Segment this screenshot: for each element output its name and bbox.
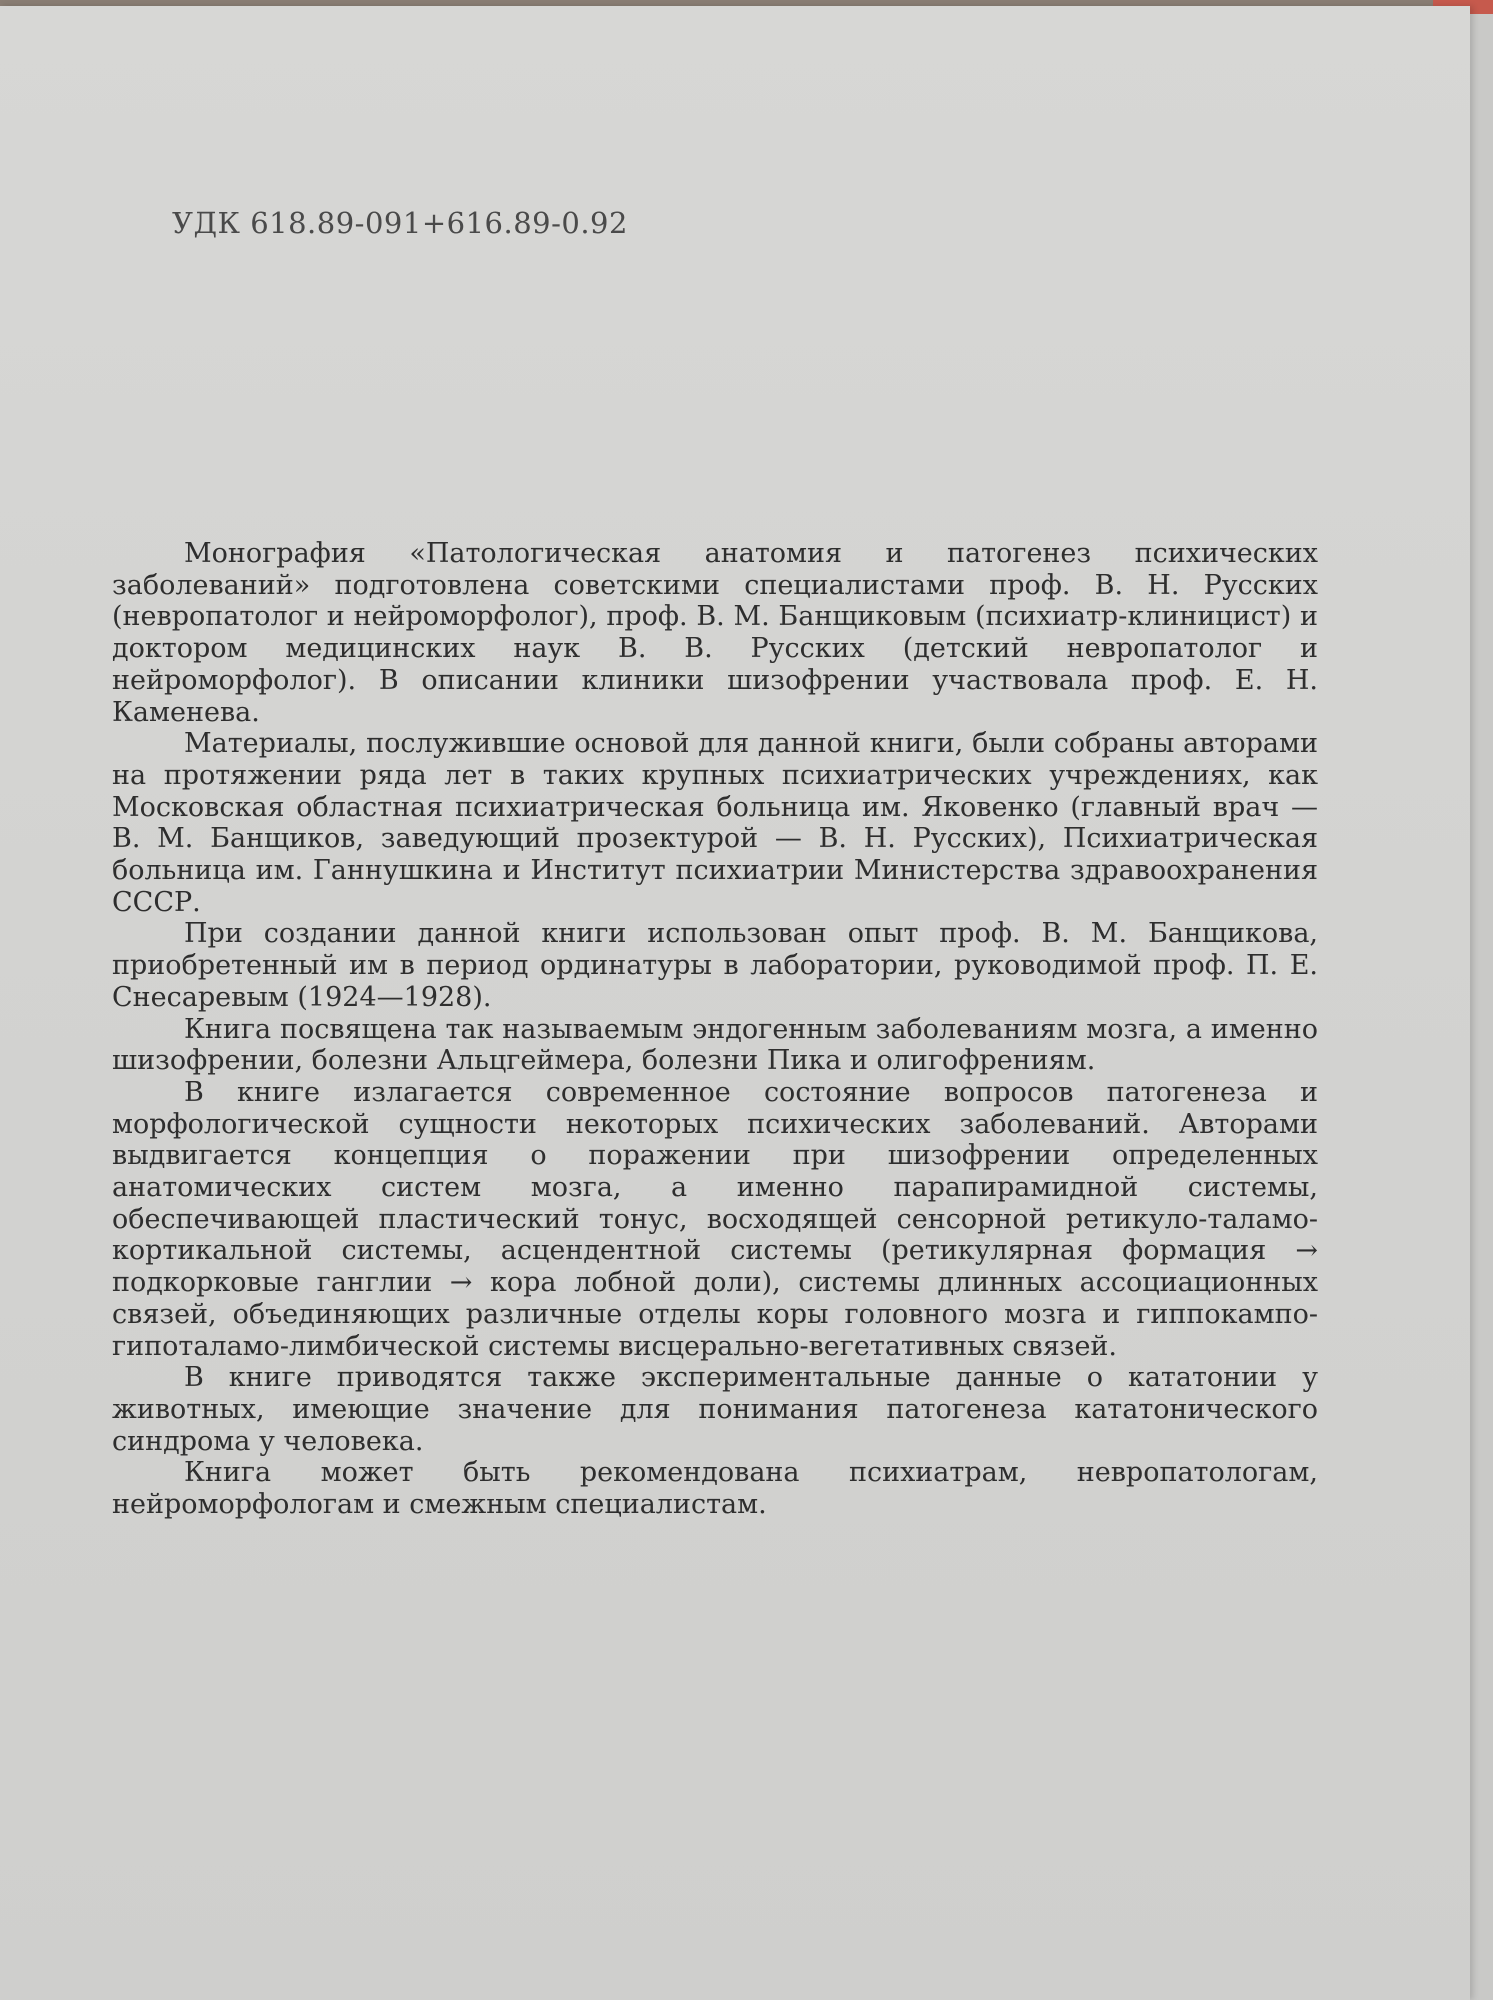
- annotation-text: [112, 538, 1318, 1521]
- paragraph-6: В книге приводятся также экспериментальные данные о кататонии у животных, имеющие значение для понимания патогенеза кататонического синдрома у человека.: [112, 1362, 1318, 1457]
- paragraph-2: Материалы, послужившие основой для данной книги, были собраны авторами на протяжении ряда лет в таких крупных психиатрических учреждениях, как Московская областная психиатрическая больница им. Яковенко (главный врач — В. М. Банщиков, заведующий прозектурой — В. Н. Русских), Психиатрическая больница им. Ганнушкина и Институт психиатрии Министерства здравоохранения СССР.: [112, 728, 1318, 918]
- paragraph-7: Книга может быть рекомендована психиатрам, невропатологам, нейроморфологам и смежным специалистам.: [112, 1457, 1318, 1521]
- paragraph-1: Монография «Патологическая анатомия и патогенез психических заболеваний» подготовлена советскими специалистами проф. В. Н. Русских (невропатолог и нейроморфолог), проф. В. М. Банщиковым (психиатр-клиницист) и доктором медицинских наук В. В. Русских (детский невропатолог и нейроморфолог). В описании клиники шизофрении участвовала проф. Е. Н. Каменева.: [112, 538, 1318, 728]
- paragraph-3: При создании данной книги использован опыт проф. В. М. Банщикова, приобретенный им в период ординатуры в лаборатории, руководимой проф. П. Е. Снесаревым (1924—1928).: [112, 918, 1318, 1013]
- paragraph-5: В книге излагается современное состояние вопросов патогенеза и морфологической сущности некоторых психических заболеваний. Авторами выдвигается концепция о поражении при шизофрении определенных анатомических систем мозга, а именно парапирамидной системы, обеспечивающей пластический тонус, восходящей сенсорной ретикуло-таламо-кортикальной системы, асцендентной системы (ретикулярная формация → подкорковые ганглии → кора лобной доли), системы длинных ассоциационных связей, объединяющих различные отделы коры головного мозга и гиппокампо-гипоталамо-лимбической системы висцерально-вегетативных связей.: [112, 1076, 1318, 1362]
- udk-code: УДК 618.89-091+616.89-0.92: [172, 206, 628, 240]
- paragraph-4: Книга посвящена так называемым эндогенным заболеваниям мозга, а именно шизофрении, болезни Альцгеймера, болезни Пика и олигофрениям.: [112, 1013, 1318, 1077]
